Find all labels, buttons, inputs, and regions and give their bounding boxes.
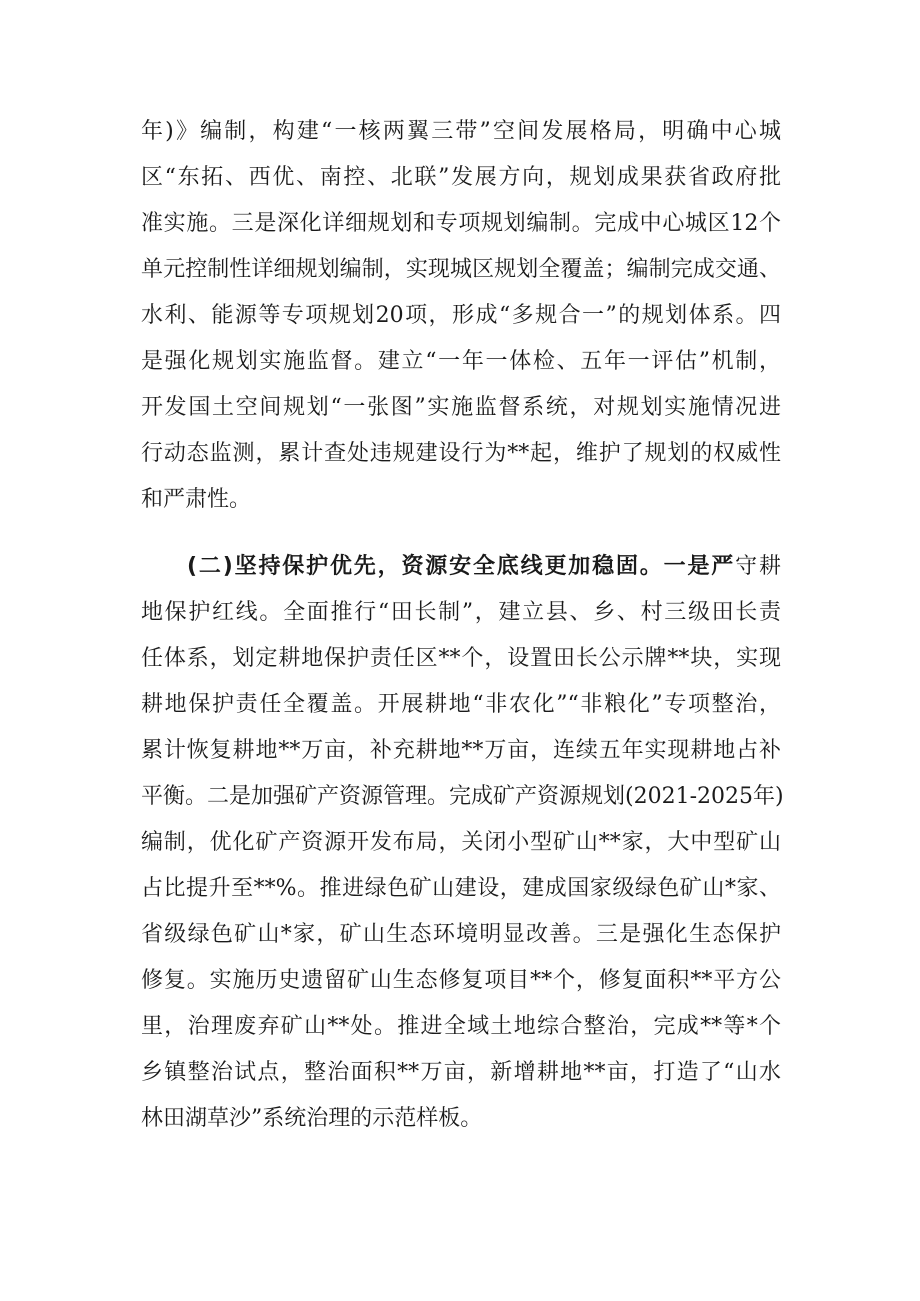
text-line: 修复。实施历史遗留矿山生态修复项目**个，修复面积**平方公 <box>141 968 781 993</box>
text-line: 乡镇整治试点，整治面积**万亩，新增耕地**亩，打造了“山水 <box>141 1060 781 1085</box>
text-line: 准实施。三是深化详细规划和专项规划编制。完成中心城区12个 <box>141 211 781 236</box>
text-line: 水利、能源等专项规划20项，形成“多规合一”的规划体系。四 <box>141 303 781 328</box>
text-line: 行动态监测，累计查处违规建设行为**起，维护了规划的权威性 <box>141 441 781 466</box>
section-heading: (二)坚持保护优先，资源安全底线更加稳固。一是严 <box>187 554 736 579</box>
heading-tail: 守耕 <box>735 554 781 579</box>
text-line: 地保护红线。全面推行“田长制”，建立县、乡、村三级田长责 <box>141 600 781 625</box>
text-line: 和严肃性。 <box>141 487 252 512</box>
text-line: 累计恢复耕地**万亩，补充耕地**万亩，连续五年实现耕地占补 <box>141 738 781 763</box>
text-line: 占比提升至**%。推进绿色矿山建设，建成国家级绿色矿山*家、 <box>141 876 781 901</box>
text-line: 年)》编制，构建“一核两翼三带”空间发展格局，明确中心城 <box>141 119 781 144</box>
text-line: 平衡。二是加强矿产资源管理。完成矿产资源规划(2021-2025年) <box>141 784 784 809</box>
text-line: 任体系，划定耕地保护责任区**个，设置田长公示牌**块，实现 <box>141 646 781 671</box>
section-heading-line <box>187 544 781 590</box>
text-line: 省级绿色矿山*家，矿山生态环境明显改善。三是强化生态保护 <box>141 922 781 947</box>
text-line: 是强化规划实施监督。建立“一年一体检、五年一评估”机制， <box>141 349 781 374</box>
text-line: 单元控制性详细规划编制，实现城区规划全覆盖；编制完成交通、 <box>141 257 781 282</box>
text-line: 开发国土空间规划“一张图”实施监督系统，对规划实施情况进 <box>141 395 781 420</box>
text-line: 里，治理废弃矿山**处。推进全域土地综合整治，完成**等*个 <box>141 1014 781 1039</box>
text-line: 编制，优化矿产资源开发布局，关闭小型矿山**家，大中型矿山 <box>141 830 781 855</box>
text-line: 耕地保护责任全覆盖。开展耕地“非农化”“非粮化”专项整治， <box>141 692 781 717</box>
text-line: 区“东拓、西优、南控、北联”发展方向，规划成果获省政府批 <box>141 165 781 190</box>
text-line: 林田湖草沙”系统治理的示范样板。 <box>141 1106 483 1131</box>
